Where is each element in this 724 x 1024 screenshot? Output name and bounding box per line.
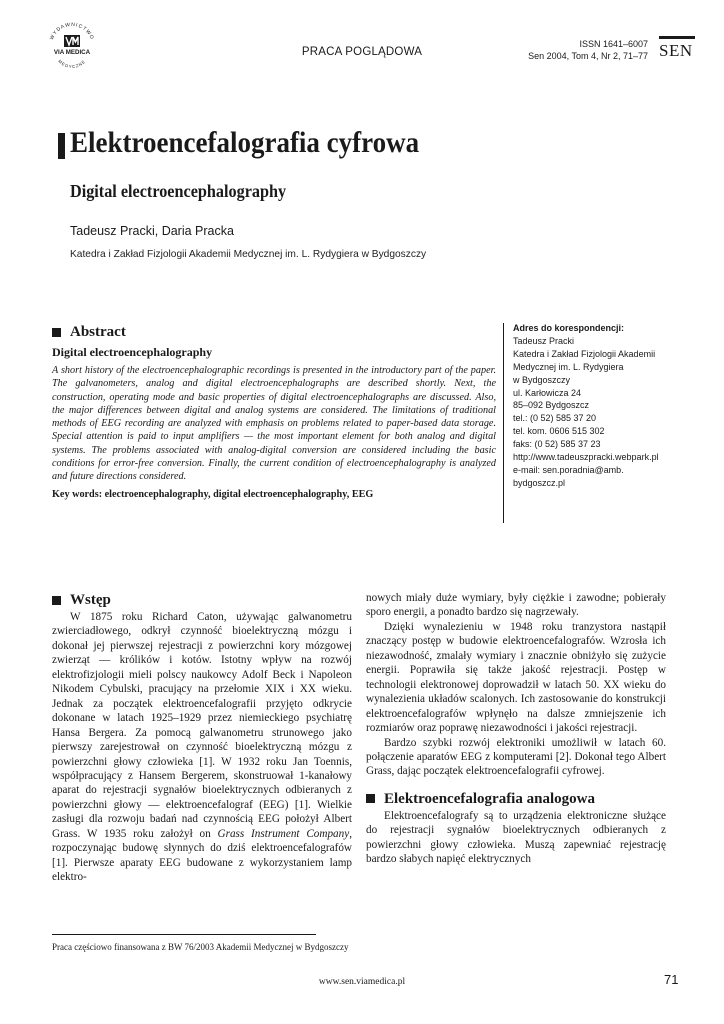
address-line: 85–092 Bydgoszcz	[513, 400, 590, 411]
paragraph: Elektroencefalografy są to urządzenia elektroniczne służące do rejestracji sygnałów bioelektrycznych odbieranych z powierzchni głowy człowieka. Muszą zapewniać rejestrację bardzo słabych napięć elektrycznych	[366, 809, 666, 866]
address-line: Katedra i Zakład Fizjologii Akademii	[513, 348, 656, 359]
abstract-subtitle: Digital electroencephalography	[52, 345, 213, 359]
fax: faks: (0 52) 585 37 23	[513, 439, 601, 450]
paragraph: Dzięki wynalezieniu w 1948 roku tranzystora nastąpił znaczący postęp w budowie elektroencefalografów. Wzrosła ich niezawodność, zmalały wymiary i znacznie obniżyło się zużycie energii. Poprawiła się także jakość rejestracji. Postęp w technologii elektronowej doprowadził w latach 50. XX wieku do wynalezienia układów scalonych. Ich zastosowanie do konstrukcji elektroencefalografów wpłynęło na dalsze zmniejszenie ich rozmiarów oraz poprawę niezawodności i jakości rejestracji.	[366, 620, 666, 735]
paragraph: W 1875 roku Richard Caton, używając galwanometru zwierciadłowego, odkrył czynność bioelektryczną mózgu i dokonał jej pierwszej rejestracji z powierzchni kory mózgowej zwierząt — królików i kotów. Istotny wpływ na rozwój elektrofizjologii mieli polscy naukowcy Adolf Beck i Napoleon Nikodem Cybulski, pracujący na przełomie XIX i XX wieku. Jednak za początek elektroencefalografii przyjęto odkrycie dokonane w latach 1925–1929 przez niemieckiego psychiatrę Hansa Bergera. Za pomocą galwanometru strunowego jako pierwszy zarejestrował on czynność bioelektryczną mózgu z powierzchni głowy człowieka [1]. W 1932 roku Jan Toennis, współpracujący z Hansem Bergerem, skonstruował 1-kanałowy aparat do rejestracji sygnałów bioelektrycznych odbieranych z powierzchni głowy — elektroencefalograf (EEG) [1]. Wielkie zasługi dla rozwoju badań nad czynnością EEG położył Albert Grass. W 1935 roku założył on Grass Instrument Company, rozpoczynając budowę słynnych do dziś elektroencefalografów [1]. Pierwsze aparaty EEG budowane z wykorzystaniem lamp elektro-	[52, 611, 352, 884]
issn: ISSN 1641–6007	[579, 39, 648, 49]
svg-text:MEDYCZNE: MEDYCZNE	[57, 58, 87, 70]
address-line: Medycznej im. L. Rydygiera	[513, 361, 624, 372]
divider	[503, 323, 504, 523]
paragraph-continued: nowych miały duże wymiary, były ciężkie i zawodne; pobierały sporo energii, a ponadto bardzo się nagrzewały.	[366, 592, 666, 619]
issue-info	[528, 38, 648, 62]
address-line: w Bydgoszczy	[513, 374, 571, 385]
address-line: ul. Karłowicza 24	[513, 387, 582, 398]
section-heading-intro: Wstęp	[52, 590, 352, 610]
journal-abbreviation: SEN	[659, 36, 695, 61]
body-column-right	[366, 591, 666, 867]
square-bullet-icon	[52, 328, 61, 337]
correspondence-heading: Adres do korespondencji:	[513, 323, 625, 333]
svg-text:WYDAWNICTWO: WYDAWNICTWO	[49, 21, 95, 42]
square-bullet-icon	[52, 596, 61, 605]
article-subtitle: Digital electroencephalography	[70, 181, 287, 201]
keywords: Key words: electroencephalography, digital electroencephalography, EEG	[52, 488, 374, 500]
abstract	[52, 322, 496, 502]
footnote: Praca częściowo finansowana z BW 76/2003 Akademii Medycznej w Bydgoszczy	[52, 942, 349, 952]
issue: Sen 2004, Tom 4, Nr 2, 71–77	[528, 51, 648, 61]
body-column-left	[52, 590, 352, 885]
email-link-continued[interactable]: bydgoszcz.pl	[513, 477, 566, 488]
article-title: Elektroencefalografia cyfrowa	[70, 126, 420, 159]
correspondence-address	[513, 322, 703, 490]
section-tag: PRACA POGLĄDOWA	[301, 46, 423, 58]
section-heading-analog: Elektroencefalografia analogowa	[366, 789, 666, 809]
square-bullet-icon	[366, 794, 375, 803]
phone: tel.: (0 52) 585 37 20	[513, 413, 597, 424]
page-number: 71	[664, 972, 679, 987]
paragraph: Bardzo szybki rozwój elektroniki umożliwił w latach 60. połączenie aparatów EEG z komputerami [2]. Dokonał tego Albert Grass, dając początek elektroencefalografii cyfrowej.	[366, 736, 666, 778]
svg-text:VIA MEDICA: VIA MEDICA	[53, 49, 91, 56]
authors: Tadeusz Pracki, Daria Pracka	[70, 224, 234, 238]
address-line: Tadeusz Pracki	[513, 335, 575, 346]
abstract-heading: Abstract	[52, 322, 496, 342]
email-link[interactable]: e-mail: sen.poradnia@amb.	[513, 464, 624, 475]
affiliation: Katedra i Zakład Fizjologii Akademii Medycznej im. L. Rydygiera w Bydgoszczy	[70, 249, 427, 260]
abstract-text: A short history of the electroencephalographic recordings is presented in the introductory part of the paper. The galvanometers, analog and digital electroencephalographs are described shortly. Next, the construction, operating mode and basic properties of digital electroencephalographs are discussed. Also, the major differences between digital and analog systems are considered. The limitations of traditional methods of EEG recording are analyzed with emphasis on problems related to paper-based data storage. Special attention is paid to input amplifiers — the most important element for both analog and digital systems. The problems associated with analog-digital conversion are considered including the basic conditions for error-free conversion. Finally, the current condition of electroencephalography is analyzed and future directions considered.	[52, 365, 496, 483]
mobile-phone: tel. kom. 0606 515 302	[513, 426, 605, 437]
title-marker	[58, 133, 65, 159]
footnote-divider	[52, 934, 316, 935]
footer-url[interactable]: www.sen.viamedica.pl	[318, 977, 406, 987]
website-link[interactable]: http://www.tadeuszpracki.webpark.pl	[513, 452, 659, 463]
company-name: Grass Instrument Company	[217, 827, 350, 840]
